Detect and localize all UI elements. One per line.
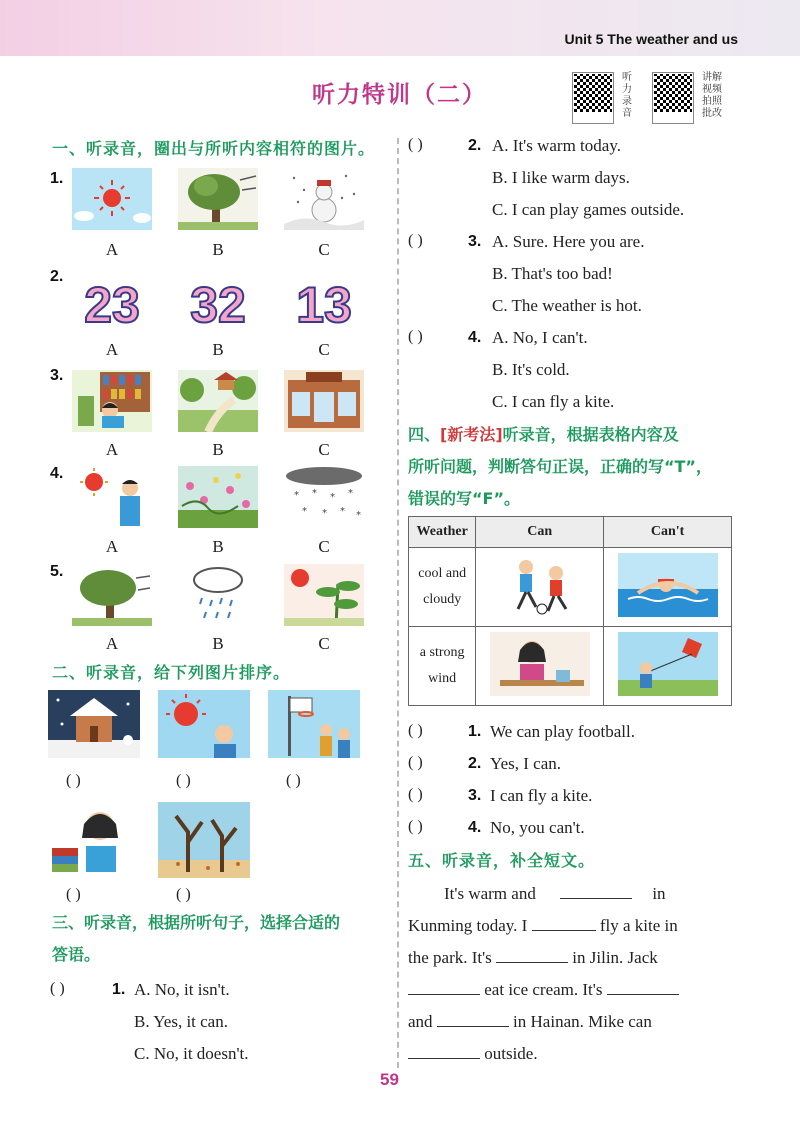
section3-heading-line1: 三、听录音，根据所听句子，选择合适的 — [52, 913, 341, 932]
s1-q5-label-a: A — [105, 634, 119, 653]
s4-q4-paren[interactable]: ( ) — [408, 818, 423, 835]
weather-cell-cool-cloudy: cool and cloudy — [409, 548, 476, 627]
section5-heading: 五、听录音，补全短文。 — [408, 851, 596, 870]
unit-title: Unit 5 The weather and us — [564, 31, 738, 47]
sunny-plant-picture[interactable] — [284, 564, 364, 626]
s1-q3-label-a: A — [105, 440, 119, 459]
blank-1[interactable] — [560, 880, 632, 899]
flowers-picture[interactable] — [178, 466, 258, 528]
kite-flying-picture — [604, 627, 732, 706]
s1-q5-label-c: C — [318, 634, 330, 653]
park-picture[interactable] — [178, 370, 258, 432]
s3-q1-option-a: A. No, it isn't. — [134, 980, 230, 999]
passage-seg-9: in Hainan. Mike can — [513, 1012, 652, 1031]
blank-4[interactable] — [408, 976, 480, 995]
svg-text:*: * — [330, 492, 335, 503]
svg-text:*: * — [302, 506, 307, 517]
qr-code-audio[interactable] — [572, 72, 614, 124]
passage-seg-5: the park. It's — [408, 948, 492, 967]
s3-q3-option-b: B. That's too bad! — [492, 264, 613, 283]
s3-q4-option-b: B. It's cold. — [492, 360, 570, 379]
s1-q1-num: 1. — [50, 170, 64, 187]
s3-q2-option-c: C. I can play games outside. — [492, 200, 685, 219]
weather-cell-strong-wind: a strong wind — [409, 627, 476, 706]
sunny-picture[interactable] — [72, 168, 152, 230]
s1-q4-label-a: A — [105, 537, 119, 556]
section4-heading-line1 — [408, 420, 679, 449]
s3-q4-option-c: C. I can fly a kite. — [492, 392, 615, 411]
section4-prefix: 四、 — [408, 425, 441, 444]
s4-q4-num: 4. — [468, 819, 482, 836]
windy-tree-picture-2[interactable] — [72, 564, 152, 626]
s3-q3-paren[interactable]: ( ) — [408, 232, 423, 249]
s3-q2-num: 2. — [468, 137, 482, 154]
s1-q4-label-c: C — [318, 537, 330, 556]
s3-q4-option-a: A. No, I can't. — [492, 328, 588, 347]
s1-q2-label-c: C — [318, 340, 330, 359]
snowy-house-picture[interactable] — [48, 690, 140, 758]
svg-text:*: * — [312, 488, 317, 499]
blank-6[interactable] — [437, 1008, 509, 1027]
girl-reading-picture[interactable] — [48, 802, 140, 878]
page-number: 59 — [380, 1070, 399, 1089]
number-32-picture[interactable] — [178, 270, 258, 334]
passage-seg-7: eat ice cream. It's — [484, 980, 603, 999]
passage-seg-1: It's warm and — [444, 884, 536, 903]
blank-2[interactable] — [532, 912, 596, 931]
page-title: 听力特训（二） — [312, 82, 487, 108]
header-band — [0, 0, 800, 56]
s1-q1-label-c: C — [318, 240, 330, 259]
s1-q4-label-b: B — [212, 537, 224, 556]
snowy-cloud-picture[interactable] — [284, 466, 364, 528]
passage-seg-3: Kunming today. I — [408, 916, 528, 935]
s1-q3-num: 3. — [50, 367, 64, 384]
new-test-tag-text: 新考法 — [447, 425, 496, 444]
windy-tree-picture[interactable] — [178, 168, 258, 230]
s2-answer-5[interactable]: ( ) — [176, 886, 191, 903]
s3-q4-num: 4. — [468, 329, 482, 346]
blank-7[interactable] — [408, 1040, 480, 1059]
s3-q1-option-b: B. Yes, it can. — [134, 1012, 228, 1031]
section1-heading: 一、听录音，圈出与所听内容相符的图片。 — [52, 139, 376, 158]
section3-heading-line2: 答语。 — [52, 945, 101, 964]
number-32-text: 32 — [190, 277, 246, 333]
swimming-picture — [604, 548, 732, 627]
blank-5[interactable] — [607, 976, 679, 995]
s4-q1-num: 1. — [468, 723, 482, 740]
s1-q3-label-c: C — [318, 440, 330, 459]
section2-heading: 二、听录音，给下列图片排序。 — [52, 663, 291, 682]
weather-table — [408, 516, 732, 706]
s4-q1-paren[interactable]: ( ) — [408, 722, 423, 739]
s1-q1-label-b: B — [212, 240, 224, 259]
s4-q2-num: 2. — [468, 755, 482, 772]
svg-text:*: * — [322, 508, 327, 519]
s4-q2-paren[interactable]: ( ) — [408, 754, 423, 771]
s3-q1-paren[interactable]: ( ) — [50, 980, 65, 997]
snowman-picture[interactable] — [284, 168, 364, 230]
s3-q3-num: 3. — [468, 233, 482, 250]
svg-text:*: * — [356, 510, 361, 521]
s1-q5-label-b: B — [212, 634, 224, 653]
s3-q2-option-b: B. I like warm days. — [492, 168, 630, 187]
table-header-cant: Can't — [604, 517, 732, 548]
blank-3[interactable] — [496, 944, 568, 963]
s1-q1-label-a: A — [105, 240, 119, 259]
s2-answer-3[interactable]: ( ) — [286, 772, 301, 789]
girl-at-desk-picture — [476, 627, 604, 706]
svg-text:*: * — [340, 506, 345, 517]
table-row — [409, 627, 732, 706]
s3-q3-option-c: C. The weather is hot. — [492, 296, 642, 315]
number-23-picture[interactable] — [72, 270, 152, 334]
s3-q2-paren[interactable]: ( ) — [408, 136, 423, 153]
s1-q2-label-a: A — [105, 340, 119, 359]
sun-boy-picture[interactable] — [158, 690, 250, 758]
qr-code-video[interactable] — [652, 72, 694, 124]
table-header-weather: Weather — [409, 517, 476, 548]
section4-heading-line2: 所听问题，判断答句正误，正确的写“T”， — [408, 457, 712, 476]
s4-q1-text: We can play football. — [490, 722, 635, 741]
section4-heading-rest: 听录音，根据表格内容及 — [502, 425, 679, 444]
passage-seg-8: and — [408, 1012, 433, 1031]
s3-q4-paren[interactable]: ( ) — [408, 328, 423, 345]
qr1-label: 听力录音 — [622, 72, 632, 119]
fill-in-passage — [408, 878, 734, 1070]
s4-q3-text: I can fly a kite. — [490, 786, 593, 805]
column-divider — [397, 138, 399, 1068]
s2-answer-2[interactable]: ( ) — [176, 772, 191, 789]
library-picture[interactable] — [72, 370, 152, 432]
new-test-tag: [新考法] — [440, 425, 503, 444]
table-row — [409, 548, 732, 627]
s2-answer-4[interactable]: ( ) — [66, 886, 81, 903]
s4-q3-num: 3. — [468, 787, 482, 804]
s4-q4-text: No, you can't. — [490, 818, 585, 837]
passage-seg-4: fly a kite in — [599, 916, 678, 935]
section4-heading-line3: 错误的写“F”。 — [408, 489, 520, 508]
football-picture — [476, 548, 604, 627]
s2-answer-1[interactable]: ( ) — [66, 772, 81, 789]
s3-q1-num: 1. — [112, 981, 126, 998]
bare-tree-picture[interactable] — [158, 802, 250, 878]
s3-q3-option-a: A. Sure. Here you are. — [492, 232, 645, 251]
table-header-can: Can — [476, 517, 604, 548]
hot-boy-picture[interactable] — [72, 466, 152, 528]
passage-seg-6: in Jilin. Jack — [572, 948, 658, 967]
s1-q4-num: 4. — [50, 465, 64, 482]
basketball-picture[interactable] — [268, 690, 360, 758]
passage-seg-10: outside. — [484, 1044, 538, 1063]
s1-q2-num: 2. — [50, 268, 64, 285]
s1-q2-label-b: B — [212, 340, 224, 359]
s4-q2-text: Yes, I can. — [490, 754, 561, 773]
s3-q1-option-c: C. No, it doesn't. — [134, 1044, 249, 1063]
number-13-text: 13 — [296, 277, 352, 333]
shop-picture[interactable] — [284, 370, 364, 432]
rainy-cloud-picture[interactable] — [178, 564, 258, 626]
number-23-text: 23 — [84, 277, 140, 333]
number-13-picture[interactable] — [284, 270, 364, 334]
s4-q3-paren[interactable]: ( ) — [408, 786, 423, 803]
svg-text:*: * — [294, 490, 299, 501]
s1-q5-num: 5. — [50, 563, 64, 580]
passage-seg-2: in — [652, 884, 666, 903]
s3-q2-option-a: A. It's warm today. — [492, 136, 621, 155]
s1-q3-label-b: B — [212, 440, 224, 459]
svg-text:*: * — [348, 488, 353, 499]
qr2-label: 讲解视频拍照批改 — [702, 72, 722, 119]
